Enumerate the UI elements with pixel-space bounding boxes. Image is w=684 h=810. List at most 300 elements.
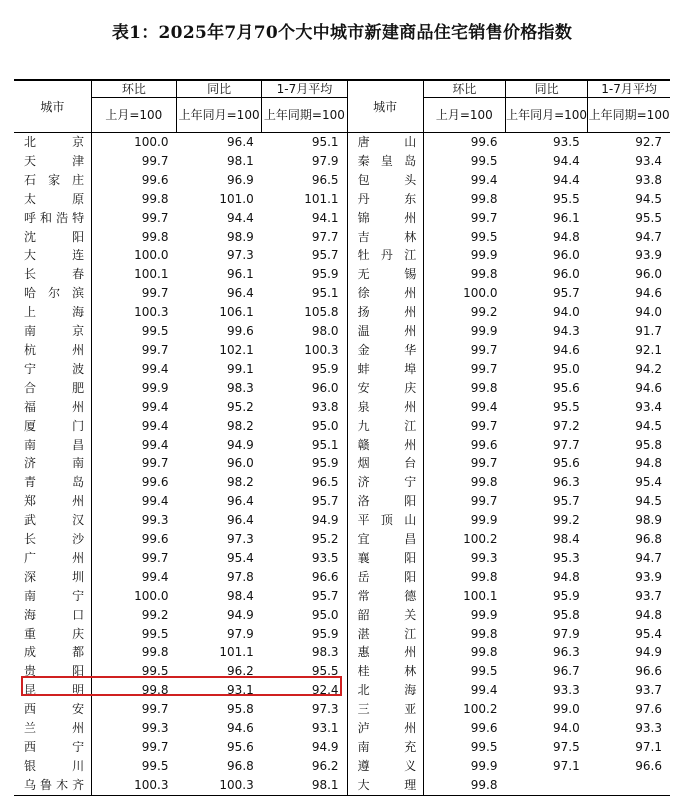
ytd-avg-cell: 93.4 bbox=[635, 153, 662, 168]
table-row bbox=[14, 454, 670, 473]
mom-cell: 99.5 bbox=[470, 740, 498, 754]
header-ytd-right: 1-7月平均 bbox=[588, 80, 670, 98]
city-cell: 福州 bbox=[14, 398, 91, 417]
mom-cell: 99.5 bbox=[141, 758, 169, 773]
mom-cell: 99.4 bbox=[470, 172, 498, 187]
table-row bbox=[14, 228, 670, 247]
yoy-cell: 94.8 bbox=[553, 229, 580, 244]
mom-cell: 99.6 bbox=[470, 135, 498, 149]
yoy-cell: 94.4 bbox=[553, 172, 580, 187]
ytd-avg-cell: 94.9 bbox=[262, 738, 347, 757]
mom-cell: 99.8 bbox=[141, 191, 169, 206]
yoy-cell: 94.4 bbox=[227, 210, 254, 225]
yoy-cell: 95.9 bbox=[553, 588, 580, 603]
yoy-cell: 96.9 bbox=[227, 172, 254, 187]
yoy-cell: 95.3 bbox=[553, 550, 580, 565]
table-row bbox=[14, 681, 670, 700]
city-cell: 乌鲁木齐 bbox=[14, 776, 91, 795]
ytd-avg-cell: 96.0 bbox=[635, 267, 662, 282]
mom-cell: 99.7 bbox=[470, 418, 498, 433]
ytd-avg-cell: 93.8 bbox=[635, 172, 662, 187]
ytd-avg-cell: 96.0 bbox=[262, 379, 347, 398]
city-cell: 包头 bbox=[347, 171, 423, 190]
yoy-cell: 98.2 bbox=[227, 475, 254, 490]
yoy-cell: 98.2 bbox=[227, 418, 254, 433]
table-row bbox=[14, 190, 670, 209]
city-cell: 北海 bbox=[347, 681, 423, 700]
city-cell: 遵义 bbox=[347, 757, 423, 776]
ytd-avg-cell: 98.9 bbox=[635, 513, 662, 528]
mom-cell: 99.4 bbox=[141, 494, 169, 509]
mom-cell: 99.4 bbox=[141, 569, 169, 584]
ytd-avg-cell: 94.7 bbox=[635, 229, 662, 244]
mom-cell: 99.5 bbox=[141, 664, 169, 679]
yoy-cell: 96.3 bbox=[553, 645, 580, 660]
table-row bbox=[14, 549, 670, 568]
yoy-cell: 96.4 bbox=[227, 494, 254, 509]
yoy-cell: 98.4 bbox=[227, 588, 254, 603]
city-cell: 郑州 bbox=[14, 492, 91, 511]
city-cell: 平顶山 bbox=[347, 511, 423, 530]
city-cell: 南宁 bbox=[14, 587, 91, 606]
ytd-avg-cell: 95.9 bbox=[262, 360, 347, 379]
yoy-cell: 93.3 bbox=[553, 683, 580, 698]
ytd-avg-cell: 95.4 bbox=[635, 475, 662, 490]
ytd-avg-cell: 97.3 bbox=[262, 700, 347, 719]
mom-cell: 99.9 bbox=[141, 380, 169, 395]
ytd-avg-cell: 98.0 bbox=[262, 322, 347, 341]
mom-cell: 99.3 bbox=[141, 513, 169, 528]
city-cell: 九江 bbox=[347, 417, 423, 436]
city-cell: 宁波 bbox=[14, 360, 91, 379]
ytd-avg-cell: 96.5 bbox=[262, 171, 347, 190]
table-row bbox=[14, 643, 670, 662]
city-cell: 唐山 bbox=[347, 133, 423, 152]
header-ytd-base-right: 上年同期=100 bbox=[588, 98, 670, 133]
ytd-avg-cell: 93.1 bbox=[262, 719, 347, 738]
city-cell: 桂林 bbox=[347, 662, 423, 681]
city-cell: 上海 bbox=[14, 303, 91, 322]
city-cell: 大连 bbox=[14, 246, 91, 265]
ytd-avg-cell: 105.8 bbox=[262, 303, 347, 322]
table-row bbox=[14, 719, 670, 738]
city-cell: 厦门 bbox=[14, 417, 91, 436]
mom-cell: 100.0 bbox=[134, 248, 169, 263]
city-cell: 深圳 bbox=[14, 568, 91, 587]
mom-cell: 99.3 bbox=[141, 721, 169, 736]
table-row bbox=[14, 776, 670, 795]
header-mom-base-left: 上月=100 bbox=[91, 98, 176, 133]
city-cell: 合肥 bbox=[14, 379, 91, 398]
ytd-avg-cell: 94.6 bbox=[635, 380, 662, 395]
table-body bbox=[14, 133, 670, 796]
ytd-avg-cell: 96.6 bbox=[262, 568, 347, 587]
table-row bbox=[14, 209, 670, 228]
city-cell: 济南 bbox=[14, 454, 91, 473]
ytd-avg-cell: 96.6 bbox=[635, 758, 662, 773]
mom-cell: 99.9 bbox=[470, 758, 498, 773]
city-cell: 广州 bbox=[14, 549, 91, 568]
yoy-cell: 106.1 bbox=[219, 305, 254, 320]
ytd-avg-cell: 95.2 bbox=[262, 530, 347, 549]
ytd-avg-cell: 95.9 bbox=[262, 265, 347, 284]
yoy-cell: 97.8 bbox=[227, 569, 254, 584]
table-row bbox=[14, 360, 670, 379]
city-cell: 安庆 bbox=[347, 379, 423, 398]
mom-cell: 99.4 bbox=[141, 399, 169, 414]
ytd-avg-cell: 98.1 bbox=[262, 776, 347, 795]
mom-cell: 99.4 bbox=[141, 361, 169, 376]
city-cell: 惠州 bbox=[347, 643, 423, 662]
ytd-avg-cell: 95.0 bbox=[262, 417, 347, 436]
ytd-avg-cell: 94.6 bbox=[635, 286, 662, 301]
ytd-avg-cell: 95.1 bbox=[262, 133, 347, 152]
yoy-cell: 99.2 bbox=[553, 513, 580, 528]
ytd-avg-cell: 92.4 bbox=[262, 681, 347, 700]
yoy-cell: 95.0 bbox=[553, 361, 580, 376]
city-cell: 海口 bbox=[14, 606, 91, 625]
city-cell: 武汉 bbox=[14, 511, 91, 530]
header-city-left: 城市 bbox=[14, 80, 91, 133]
city-cell: 昆明 bbox=[14, 681, 91, 700]
header-city-right: 城市 bbox=[347, 80, 423, 133]
mom-cell: 99.6 bbox=[141, 532, 169, 547]
table-row bbox=[14, 379, 670, 398]
table-row bbox=[14, 265, 670, 284]
mom-cell: 99.9 bbox=[470, 607, 498, 622]
mom-cell: 99.8 bbox=[423, 776, 505, 795]
ytd-avg-cell bbox=[588, 776, 670, 795]
yoy-cell: 98.4 bbox=[553, 532, 580, 547]
ytd-avg-cell: 100.3 bbox=[262, 341, 347, 360]
yoy-cell: 95.8 bbox=[553, 607, 580, 622]
yoy-cell: 94.3 bbox=[553, 324, 580, 339]
yoy-cell: 95.4 bbox=[227, 550, 254, 565]
price-index-table bbox=[14, 79, 670, 796]
ytd-avg-cell: 95.5 bbox=[635, 210, 662, 225]
yoy-cell: 96.0 bbox=[227, 456, 254, 471]
ytd-avg-cell: 94.5 bbox=[635, 494, 662, 509]
city-cell: 银川 bbox=[14, 757, 91, 776]
mom-cell: 99.8 bbox=[470, 475, 498, 490]
mom-cell: 99.4 bbox=[141, 418, 169, 433]
mom-cell: 99.8 bbox=[141, 645, 169, 660]
table-row bbox=[14, 133, 670, 152]
yoy-cell: 96.4 bbox=[227, 513, 254, 528]
ytd-avg-cell: 93.8 bbox=[262, 398, 347, 417]
yoy-cell: 94.6 bbox=[227, 721, 254, 736]
city-cell: 泸州 bbox=[347, 719, 423, 738]
city-cell: 杭州 bbox=[14, 341, 91, 360]
ytd-avg-cell: 94.5 bbox=[635, 191, 662, 206]
city-cell: 长沙 bbox=[14, 530, 91, 549]
table-row bbox=[14, 417, 670, 436]
table-row bbox=[14, 436, 670, 455]
mom-cell: 99.4 bbox=[141, 437, 169, 452]
ytd-avg-cell: 95.0 bbox=[262, 606, 347, 625]
yoy-cell: 99.6 bbox=[227, 324, 254, 339]
yoy-cell: 99.1 bbox=[227, 361, 254, 376]
mom-cell: 100.0 bbox=[134, 588, 169, 603]
mom-cell: 100.0 bbox=[134, 135, 169, 149]
ytd-avg-cell: 94.0 bbox=[635, 305, 662, 320]
mom-cell: 99.8 bbox=[470, 380, 498, 395]
ytd-avg-cell: 101.1 bbox=[262, 190, 347, 209]
table-row bbox=[14, 587, 670, 606]
mom-cell: 99.7 bbox=[141, 153, 169, 168]
table-row bbox=[14, 625, 670, 644]
table-row bbox=[14, 606, 670, 625]
city-cell: 无锡 bbox=[347, 265, 423, 284]
mom-cell: 99.7 bbox=[470, 361, 498, 376]
ytd-avg-cell: 94.9 bbox=[262, 511, 347, 530]
city-cell: 岳阳 bbox=[347, 568, 423, 587]
yoy-cell: 97.3 bbox=[227, 532, 254, 547]
city-cell: 常德 bbox=[347, 587, 423, 606]
yoy-cell: 93.5 bbox=[553, 135, 580, 149]
ytd-avg-cell: 92.1 bbox=[635, 342, 662, 357]
yoy-cell: 96.2 bbox=[227, 664, 254, 679]
yoy-cell: 96.1 bbox=[553, 210, 580, 225]
yoy-cell: 99.0 bbox=[553, 702, 580, 717]
city-cell: 徐州 bbox=[347, 284, 423, 303]
yoy-cell: 100.3 bbox=[176, 776, 261, 795]
city-cell: 南充 bbox=[347, 738, 423, 757]
mom-cell: 99.6 bbox=[141, 475, 169, 490]
yoy-cell: 95.6 bbox=[553, 456, 580, 471]
ytd-avg-cell: 91.7 bbox=[635, 324, 662, 339]
mom-cell: 100.1 bbox=[134, 267, 169, 282]
mom-cell: 99.7 bbox=[141, 740, 169, 754]
ytd-avg-cell: 95.7 bbox=[262, 587, 347, 606]
table-row bbox=[14, 700, 670, 719]
city-cell: 重庆 bbox=[14, 625, 91, 644]
ytd-avg-cell: 96.5 bbox=[262, 473, 347, 492]
ytd-avg-cell: 95.8 bbox=[635, 437, 662, 452]
city-cell: 西安 bbox=[14, 700, 91, 719]
city-cell: 西宁 bbox=[14, 738, 91, 757]
yoy-cell: 98.1 bbox=[227, 153, 254, 168]
yoy-cell: 98.9 bbox=[227, 229, 254, 244]
mom-cell: 100.0 bbox=[463, 286, 498, 301]
mom-cell: 100.1 bbox=[463, 588, 498, 603]
yoy-cell: 96.0 bbox=[553, 267, 580, 282]
mom-cell: 99.7 bbox=[141, 342, 169, 357]
ytd-avg-cell: 95.5 bbox=[262, 662, 347, 681]
city-cell: 天津 bbox=[14, 152, 91, 171]
ytd-avg-cell: 95.9 bbox=[262, 454, 347, 473]
table-row bbox=[14, 322, 670, 341]
mom-cell: 99.8 bbox=[141, 229, 169, 244]
ytd-avg-cell: 95.7 bbox=[262, 246, 347, 265]
ytd-avg-cell: 94.8 bbox=[635, 607, 662, 622]
mom-cell: 99.9 bbox=[470, 248, 498, 263]
header-mom-right: 环比 bbox=[423, 80, 505, 98]
mom-cell: 99.8 bbox=[141, 683, 169, 698]
table-row bbox=[14, 341, 670, 360]
mom-cell: 99.8 bbox=[470, 569, 498, 584]
city-cell: 温州 bbox=[347, 322, 423, 341]
mom-cell: 99.2 bbox=[141, 607, 169, 622]
yoy-cell: 97.9 bbox=[553, 626, 580, 641]
city-cell: 石家庄 bbox=[14, 171, 91, 190]
city-cell: 沈阳 bbox=[14, 228, 91, 247]
ytd-avg-cell: 94.9 bbox=[635, 645, 662, 660]
ytd-avg-cell: 94.1 bbox=[262, 209, 347, 228]
ytd-avg-cell: 93.9 bbox=[635, 248, 662, 263]
yoy-cell: 96.0 bbox=[553, 248, 580, 263]
header-yoy-base-left: 上年同月=100 bbox=[176, 98, 261, 133]
mom-cell: 99.7 bbox=[470, 456, 498, 471]
mom-cell: 99.9 bbox=[470, 513, 498, 528]
city-cell: 吉林 bbox=[347, 228, 423, 247]
city-cell: 北京 bbox=[14, 133, 91, 152]
city-cell: 蚌埠 bbox=[347, 360, 423, 379]
city-cell: 丹东 bbox=[347, 190, 423, 209]
ytd-avg-cell: 97.6 bbox=[635, 702, 662, 717]
yoy-cell: 96.4 bbox=[227, 135, 254, 149]
yoy-cell: 96.4 bbox=[227, 286, 254, 301]
table-row bbox=[14, 473, 670, 492]
yoy-cell: 94.6 bbox=[553, 342, 580, 357]
ytd-avg-cell: 95.1 bbox=[262, 284, 347, 303]
yoy-cell: 98.3 bbox=[227, 380, 254, 395]
ytd-avg-cell: 93.3 bbox=[635, 721, 662, 736]
ytd-avg-cell: 97.1 bbox=[635, 740, 662, 754]
yoy-cell: 96.1 bbox=[227, 267, 254, 282]
yoy-cell: 97.7 bbox=[553, 437, 580, 452]
mom-cell: 100.3 bbox=[134, 305, 169, 320]
table-row bbox=[14, 738, 670, 757]
yoy-cell: 94.9 bbox=[227, 607, 254, 622]
yoy-cell: 96.3 bbox=[553, 475, 580, 490]
yoy-cell: 101.1 bbox=[219, 645, 254, 660]
table-row bbox=[14, 511, 670, 530]
header-yoy-right: 同比 bbox=[505, 80, 587, 98]
mom-cell: 99.2 bbox=[470, 305, 498, 320]
mom-cell: 99.5 bbox=[141, 626, 169, 641]
mom-cell: 99.8 bbox=[470, 191, 498, 206]
yoy-cell: 95.6 bbox=[227, 740, 254, 754]
table-row bbox=[14, 398, 670, 417]
ytd-avg-cell: 96.2 bbox=[262, 757, 347, 776]
mom-cell: 99.6 bbox=[470, 721, 498, 736]
mom-cell: 99.7 bbox=[141, 456, 169, 471]
ytd-avg-cell: 92.7 bbox=[635, 135, 662, 149]
mom-cell: 99.7 bbox=[141, 210, 169, 225]
city-cell: 洛阳 bbox=[347, 492, 423, 511]
yoy-cell: 101.0 bbox=[219, 191, 254, 206]
mom-cell: 99.8 bbox=[470, 645, 498, 660]
ytd-avg-cell: 94.5 bbox=[635, 418, 662, 433]
city-cell: 烟台 bbox=[347, 454, 423, 473]
city-cell: 三亚 bbox=[347, 700, 423, 719]
table-row bbox=[14, 568, 670, 587]
mom-cell: 99.8 bbox=[470, 626, 498, 641]
city-cell: 襄阳 bbox=[347, 549, 423, 568]
header-yoy-base-right: 上年同月=100 bbox=[505, 98, 587, 133]
yoy-cell bbox=[505, 776, 587, 795]
city-cell: 湛江 bbox=[347, 625, 423, 644]
city-cell: 长春 bbox=[14, 265, 91, 284]
table-row bbox=[14, 530, 670, 549]
city-cell: 秦皇岛 bbox=[347, 152, 423, 171]
header-ytd-base-left: 上年同期=100 bbox=[262, 98, 347, 133]
header-mom-left: 环比 bbox=[91, 80, 176, 98]
ytd-avg-cell: 97.9 bbox=[262, 152, 347, 171]
city-cell: 大理 bbox=[347, 776, 423, 795]
yoy-cell: 102.1 bbox=[219, 342, 254, 357]
mom-cell: 99.7 bbox=[470, 342, 498, 357]
mom-cell: 100.2 bbox=[463, 532, 498, 547]
mom-cell: 99.7 bbox=[141, 702, 169, 717]
ytd-avg-cell: 95.9 bbox=[262, 625, 347, 644]
city-cell: 牡丹江 bbox=[347, 246, 423, 265]
yoy-cell: 97.2 bbox=[553, 418, 580, 433]
ytd-avg-cell: 93.7 bbox=[635, 683, 662, 698]
yoy-cell: 94.9 bbox=[227, 437, 254, 452]
ytd-avg-cell: 97.7 bbox=[262, 228, 347, 247]
mom-cell: 100.3 bbox=[91, 776, 176, 795]
yoy-cell: 95.8 bbox=[227, 702, 254, 717]
mom-cell: 99.4 bbox=[470, 683, 498, 698]
mom-cell: 99.7 bbox=[141, 286, 169, 301]
mom-cell: 99.4 bbox=[470, 399, 498, 414]
header-yoy-left: 同比 bbox=[176, 80, 261, 98]
yoy-cell: 94.8 bbox=[553, 569, 580, 584]
yoy-cell: 95.7 bbox=[553, 286, 580, 301]
city-cell: 济宁 bbox=[347, 473, 423, 492]
mom-cell: 99.6 bbox=[141, 172, 169, 187]
yoy-cell: 94.0 bbox=[553, 305, 580, 320]
mom-cell: 99.5 bbox=[470, 664, 498, 679]
city-cell: 宜昌 bbox=[347, 530, 423, 549]
yoy-cell: 93.1 bbox=[227, 683, 254, 698]
yoy-cell: 94.4 bbox=[553, 153, 580, 168]
table-row bbox=[14, 492, 670, 511]
yoy-cell: 95.2 bbox=[227, 399, 254, 414]
mom-cell: 99.5 bbox=[470, 229, 498, 244]
mom-cell: 99.7 bbox=[470, 210, 498, 225]
yoy-cell: 95.7 bbox=[553, 494, 580, 509]
ytd-avg-cell: 96.6 bbox=[635, 664, 662, 679]
table-title: 表1：2025年7月70个大中城市新建商品住宅销售价格指数 bbox=[111, 23, 573, 43]
table-row bbox=[14, 284, 670, 303]
yoy-cell: 97.5 bbox=[553, 740, 580, 754]
yoy-cell: 97.1 bbox=[553, 758, 580, 773]
yoy-cell: 95.6 bbox=[553, 380, 580, 395]
city-cell: 贵阳 bbox=[14, 662, 91, 681]
mom-cell: 99.5 bbox=[141, 324, 169, 339]
mom-cell: 99.5 bbox=[470, 153, 498, 168]
ytd-avg-cell: 93.5 bbox=[262, 549, 347, 568]
table-row bbox=[14, 171, 670, 190]
mom-cell: 99.7 bbox=[141, 550, 169, 565]
table-row bbox=[14, 152, 670, 171]
yoy-cell: 95.5 bbox=[553, 191, 580, 206]
ytd-avg-cell: 95.4 bbox=[635, 626, 662, 641]
city-cell: 南昌 bbox=[14, 436, 91, 455]
table-row bbox=[14, 662, 670, 681]
yoy-cell: 96.7 bbox=[553, 664, 580, 679]
yoy-cell: 96.8 bbox=[227, 758, 254, 773]
mom-cell: 99.6 bbox=[470, 437, 498, 452]
ytd-avg-cell: 95.1 bbox=[262, 436, 347, 455]
mom-cell: 99.8 bbox=[470, 267, 498, 282]
yoy-cell: 97.9 bbox=[227, 626, 254, 641]
ytd-avg-cell: 93.7 bbox=[635, 588, 662, 603]
city-cell: 泉州 bbox=[347, 398, 423, 417]
